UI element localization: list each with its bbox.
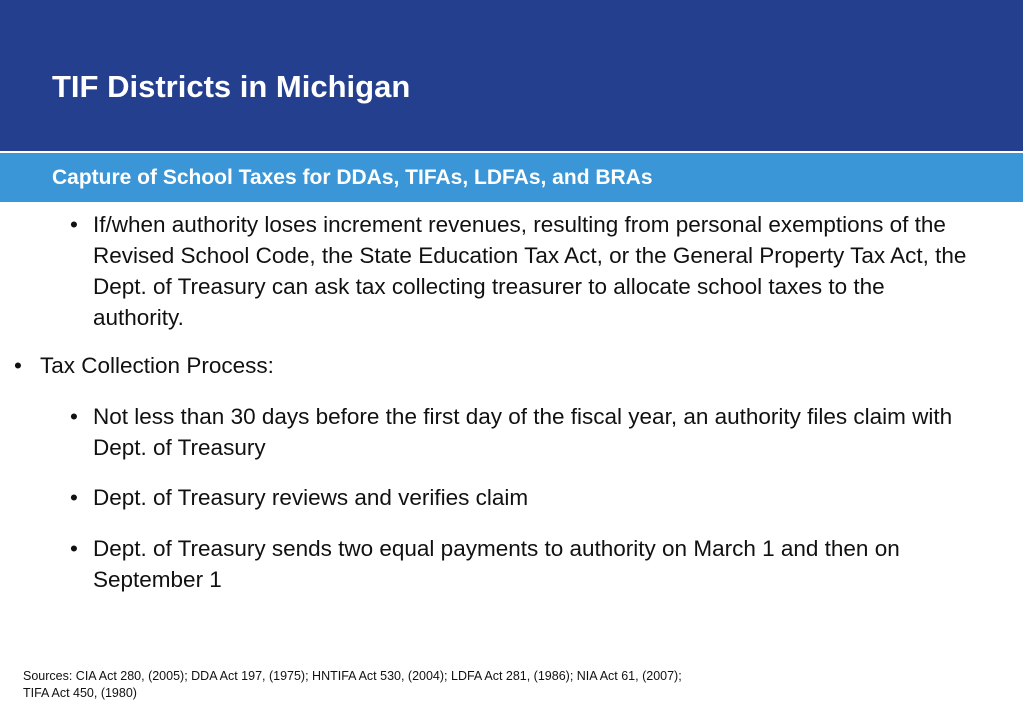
sources-footnote bbox=[23, 668, 1003, 702]
sources-line-1: Sources: CIA Act 280, (2005); DDA Act 197, (1975); HNTIFA Act 530, (2004); LDFA Act 281, (1986); NIA Act 61, (2007); bbox=[23, 669, 682, 683]
bullet-item-payments bbox=[70, 533, 1015, 595]
bullet-text: Dept. of Treasury reviews and verifies claim bbox=[93, 485, 529, 510]
bullet-item-claim-review bbox=[70, 482, 975, 513]
bullet-marker: • bbox=[14, 353, 22, 378]
title-bar bbox=[0, 0, 1023, 151]
bullet-text: Tax Collection Process: bbox=[40, 353, 274, 378]
bullet-marker: • bbox=[70, 536, 78, 561]
bullet-text: If/when authority loses increment revenues, resulting from personal exemptions of the Revised School Code, the State Education Tax Act, or the General Property Tax Act, the Dept. of Treasury can ask tax collecting treasurer to allocate school taxes to the authority. bbox=[93, 212, 967, 330]
bullet-item-authority-loses-revenue bbox=[70, 209, 975, 333]
sources-line-2: TIFA Act 450, (1980) bbox=[23, 686, 137, 700]
bullet-item-claim-filing bbox=[70, 401, 975, 463]
bullet-text: Not less than 30 days before the first day of the fiscal year, an authority files claim with Dept. of Treasury bbox=[93, 404, 953, 460]
bullet-marker: • bbox=[70, 212, 78, 237]
bullet-marker: • bbox=[70, 404, 78, 429]
page-subtitle: Capture of School Taxes for DDAs, TIFAs, LDFAs, and BRAs bbox=[52, 166, 653, 189]
bullet-text: Dept. of Treasury sends two equal payments to authority on March 1 and then on September 1 bbox=[93, 536, 900, 592]
bullet-item-tax-collection-process bbox=[14, 350, 914, 381]
subtitle-bar bbox=[0, 153, 1023, 202]
page-title: TIF Districts in Michigan bbox=[52, 69, 411, 104]
bullet-marker: • bbox=[70, 485, 78, 510]
